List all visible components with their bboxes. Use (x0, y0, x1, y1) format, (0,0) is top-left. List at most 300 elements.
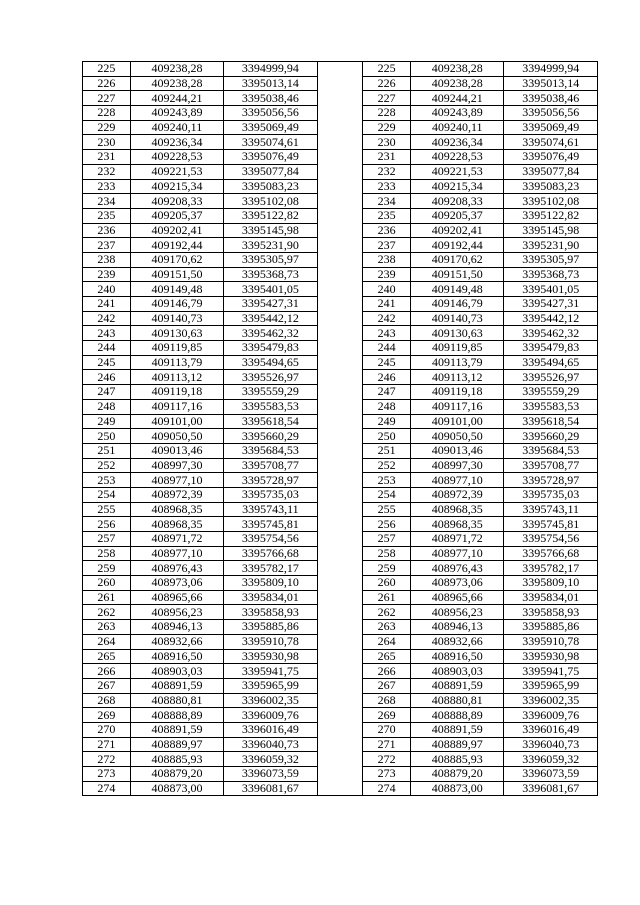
column-gap (317, 487, 363, 502)
left-y-coordinate-cell: 3395885,86 (224, 620, 317, 635)
table-row (83, 429, 598, 444)
right-y-coordinate-cell: 3395965,99 (504, 678, 598, 693)
right-x-coordinate-cell: 409221,53 (411, 164, 504, 179)
right-x-coordinate-cell: 408956,23 (411, 605, 504, 620)
right-point-number-cell: 235 (363, 208, 411, 223)
right-x-coordinate-cell: 409151,50 (411, 267, 504, 282)
left-y-coordinate-cell: 3396016,49 (224, 722, 317, 737)
right-x-coordinate-cell: 409240,11 (411, 120, 504, 135)
right-point-number-cell: 230 (363, 135, 411, 150)
left-y-coordinate-cell: 3395145,98 (224, 223, 317, 238)
right-y-coordinate-cell: 3396073,59 (504, 767, 598, 782)
left-point-number-cell: 271 (83, 737, 131, 752)
left-point-number-cell: 246 (83, 370, 131, 385)
left-x-coordinate-cell: 408889,97 (130, 737, 223, 752)
table-row (83, 326, 598, 341)
left-x-coordinate-cell: 409208,33 (130, 194, 223, 209)
column-gap (317, 297, 363, 312)
right-x-coordinate-cell: 409208,33 (411, 194, 504, 209)
column-gap (317, 179, 363, 194)
table-row (83, 708, 598, 723)
left-x-coordinate-cell: 409113,79 (130, 355, 223, 370)
left-y-coordinate-cell: 3394999,94 (224, 62, 317, 77)
right-y-coordinate-cell: 3395145,98 (504, 223, 598, 238)
column-gap (317, 150, 363, 165)
left-point-number-cell: 270 (83, 722, 131, 737)
right-y-coordinate-cell: 3395526,97 (504, 370, 598, 385)
right-x-coordinate-cell: 409130,63 (411, 326, 504, 341)
right-point-number-cell: 238 (363, 252, 411, 267)
left-x-coordinate-cell: 408903,03 (130, 664, 223, 679)
left-point-number-cell: 267 (83, 678, 131, 693)
right-y-coordinate-cell: 3395728,97 (504, 473, 598, 488)
left-point-number-cell: 252 (83, 458, 131, 473)
right-point-number-cell: 261 (363, 590, 411, 605)
left-x-coordinate-cell: 409238,28 (130, 62, 223, 77)
table-row (83, 737, 598, 752)
left-point-number-cell: 226 (83, 76, 131, 91)
left-y-coordinate-cell: 3395809,10 (224, 576, 317, 591)
column-gap (317, 752, 363, 767)
right-x-coordinate-cell: 408997,30 (411, 458, 504, 473)
left-point-number-cell: 254 (83, 487, 131, 502)
right-x-coordinate-cell: 408880,81 (411, 693, 504, 708)
right-y-coordinate-cell: 3395368,73 (504, 267, 598, 282)
right-x-coordinate-cell: 408873,00 (411, 781, 504, 796)
column-gap (317, 326, 363, 341)
left-x-coordinate-cell: 409119,85 (130, 341, 223, 356)
left-x-coordinate-cell: 408997,30 (130, 458, 223, 473)
right-x-coordinate-cell: 409228,53 (411, 150, 504, 165)
left-y-coordinate-cell: 3395479,83 (224, 341, 317, 356)
right-point-number-cell: 262 (363, 605, 411, 620)
right-x-coordinate-cell: 409101,00 (411, 414, 504, 429)
right-point-number-cell: 249 (363, 414, 411, 429)
left-y-coordinate-cell: 3395735,03 (224, 487, 317, 502)
table-row (83, 590, 598, 605)
left-y-coordinate-cell: 3395618,54 (224, 414, 317, 429)
left-y-coordinate-cell: 3395782,17 (224, 561, 317, 576)
right-point-number-cell: 263 (363, 620, 411, 635)
right-x-coordinate-cell: 408968,35 (411, 502, 504, 517)
left-x-coordinate-cell: 408891,59 (130, 722, 223, 737)
left-y-coordinate-cell: 3395743,11 (224, 502, 317, 517)
column-gap (317, 414, 363, 429)
left-point-number-cell: 249 (83, 414, 131, 429)
left-x-coordinate-cell: 409205,37 (130, 208, 223, 223)
table-row (83, 458, 598, 473)
column-gap (317, 605, 363, 620)
column-gap (317, 517, 363, 532)
right-point-number-cell: 251 (363, 443, 411, 458)
left-x-coordinate-cell: 409238,28 (130, 76, 223, 91)
left-y-coordinate-cell: 3395038,46 (224, 91, 317, 106)
left-x-coordinate-cell: 408972,39 (130, 487, 223, 502)
column-gap (317, 443, 363, 458)
left-x-coordinate-cell: 408956,23 (130, 605, 223, 620)
left-y-coordinate-cell: 3395941,75 (224, 664, 317, 679)
table-row (83, 634, 598, 649)
right-y-coordinate-cell: 3395056,56 (504, 106, 598, 121)
right-y-coordinate-cell: 3395479,83 (504, 341, 598, 356)
column-gap (317, 473, 363, 488)
right-y-coordinate-cell: 3395618,54 (504, 414, 598, 429)
right-point-number-cell: 228 (363, 106, 411, 121)
table-row (83, 532, 598, 547)
left-x-coordinate-cell: 408965,66 (130, 590, 223, 605)
table-row (83, 502, 598, 517)
left-x-coordinate-cell: 409215,34 (130, 179, 223, 194)
right-x-coordinate-cell: 409244,21 (411, 91, 504, 106)
left-point-number-cell: 259 (83, 561, 131, 576)
left-point-number-cell: 257 (83, 532, 131, 547)
table-row (83, 91, 598, 106)
right-point-number-cell: 264 (363, 634, 411, 649)
table-row (83, 443, 598, 458)
right-y-coordinate-cell: 3395809,10 (504, 576, 598, 591)
left-x-coordinate-cell: 409117,16 (130, 399, 223, 414)
left-y-coordinate-cell: 3395069,49 (224, 120, 317, 135)
right-point-number-cell: 252 (363, 458, 411, 473)
column-gap (317, 164, 363, 179)
left-y-coordinate-cell: 3395056,56 (224, 106, 317, 121)
right-x-coordinate-cell: 408879,20 (411, 767, 504, 782)
left-x-coordinate-cell: 409151,50 (130, 267, 223, 282)
left-y-coordinate-cell: 3395910,78 (224, 634, 317, 649)
right-x-coordinate-cell: 408888,89 (411, 708, 504, 723)
right-point-number-cell: 256 (363, 517, 411, 532)
column-gap (317, 267, 363, 282)
left-x-coordinate-cell: 409202,41 (130, 223, 223, 238)
table-row (83, 223, 598, 238)
left-x-coordinate-cell: 409221,53 (130, 164, 223, 179)
table-row (83, 693, 598, 708)
column-gap (317, 708, 363, 723)
right-y-coordinate-cell: 3395743,11 (504, 502, 598, 517)
right-point-number-cell: 242 (363, 311, 411, 326)
right-y-coordinate-cell: 3395684,53 (504, 443, 598, 458)
right-y-coordinate-cell: 3395038,46 (504, 91, 598, 106)
column-gap (317, 649, 363, 664)
right-point-number-cell: 253 (363, 473, 411, 488)
left-x-coordinate-cell: 409236,34 (130, 135, 223, 150)
right-y-coordinate-cell: 3395745,81 (504, 517, 598, 532)
left-point-number-cell: 263 (83, 620, 131, 635)
left-x-coordinate-cell: 408973,06 (130, 576, 223, 591)
left-y-coordinate-cell: 3395754,56 (224, 532, 317, 547)
table-row (83, 752, 598, 767)
right-point-number-cell: 268 (363, 693, 411, 708)
right-x-coordinate-cell: 409236,34 (411, 135, 504, 150)
right-y-coordinate-cell: 3395442,12 (504, 311, 598, 326)
right-point-number-cell: 258 (363, 546, 411, 561)
right-point-number-cell: 250 (363, 429, 411, 444)
table-row (83, 355, 598, 370)
right-point-number-cell: 237 (363, 238, 411, 253)
right-x-coordinate-cell: 409238,28 (411, 76, 504, 91)
left-x-coordinate-cell: 409101,00 (130, 414, 223, 429)
left-y-coordinate-cell: 3395728,97 (224, 473, 317, 488)
left-y-coordinate-cell: 3395766,68 (224, 546, 317, 561)
left-x-coordinate-cell: 409240,11 (130, 120, 223, 135)
right-point-number-cell: 260 (363, 576, 411, 591)
left-y-coordinate-cell: 3395076,49 (224, 150, 317, 165)
left-x-coordinate-cell: 408879,20 (130, 767, 223, 782)
right-y-coordinate-cell: 3395122,82 (504, 208, 598, 223)
table-row (83, 297, 598, 312)
right-x-coordinate-cell: 408972,39 (411, 487, 504, 502)
left-y-coordinate-cell: 3395745,81 (224, 517, 317, 532)
left-point-number-cell: 242 (83, 311, 131, 326)
column-gap (317, 561, 363, 576)
left-x-coordinate-cell: 409228,53 (130, 150, 223, 165)
column-gap (317, 693, 363, 708)
right-y-coordinate-cell: 3395834,01 (504, 590, 598, 605)
column-gap (317, 208, 363, 223)
right-x-coordinate-cell: 408968,35 (411, 517, 504, 532)
left-point-number-cell: 233 (83, 179, 131, 194)
right-y-coordinate-cell: 3395494,65 (504, 355, 598, 370)
left-point-number-cell: 258 (83, 546, 131, 561)
left-point-number-cell: 236 (83, 223, 131, 238)
right-y-coordinate-cell: 3395076,49 (504, 150, 598, 165)
left-point-number-cell: 235 (83, 208, 131, 223)
right-point-number-cell: 265 (363, 649, 411, 664)
right-y-coordinate-cell: 3394999,94 (504, 62, 598, 77)
left-point-number-cell: 248 (83, 399, 131, 414)
table-row (83, 120, 598, 135)
right-point-number-cell: 236 (363, 223, 411, 238)
right-y-coordinate-cell: 3395427,31 (504, 297, 598, 312)
right-x-coordinate-cell: 408891,59 (411, 722, 504, 737)
left-y-coordinate-cell: 3395858,93 (224, 605, 317, 620)
right-y-coordinate-cell: 3395910,78 (504, 634, 598, 649)
column-gap (317, 252, 363, 267)
left-x-coordinate-cell: 408916,50 (130, 649, 223, 664)
table-row (83, 208, 598, 223)
table-row (83, 311, 598, 326)
column-gap (317, 62, 363, 77)
right-x-coordinate-cell: 409113,79 (411, 355, 504, 370)
column-gap (317, 311, 363, 326)
right-x-coordinate-cell: 408965,66 (411, 590, 504, 605)
right-x-coordinate-cell: 408903,03 (411, 664, 504, 679)
left-point-number-cell: 229 (83, 120, 131, 135)
right-x-coordinate-cell: 409205,37 (411, 208, 504, 223)
left-point-number-cell: 269 (83, 708, 131, 723)
left-point-number-cell: 225 (83, 62, 131, 77)
right-x-coordinate-cell: 409170,62 (411, 252, 504, 267)
right-y-coordinate-cell: 3395077,84 (504, 164, 598, 179)
table-row (83, 341, 598, 356)
right-x-coordinate-cell: 408932,66 (411, 634, 504, 649)
table-row (83, 282, 598, 297)
right-point-number-cell: 246 (363, 370, 411, 385)
right-point-number-cell: 239 (363, 267, 411, 282)
left-x-coordinate-cell: 409192,44 (130, 238, 223, 253)
left-point-number-cell: 256 (83, 517, 131, 532)
table-row (83, 473, 598, 488)
right-y-coordinate-cell: 3396009,76 (504, 708, 598, 723)
right-point-number-cell: 259 (363, 561, 411, 576)
column-gap (317, 590, 363, 605)
left-y-coordinate-cell: 3395708,77 (224, 458, 317, 473)
right-x-coordinate-cell: 409050,50 (411, 429, 504, 444)
left-y-coordinate-cell: 3396081,67 (224, 781, 317, 796)
left-point-number-cell: 255 (83, 502, 131, 517)
right-x-coordinate-cell: 409202,41 (411, 223, 504, 238)
table-row (83, 135, 598, 150)
left-y-coordinate-cell: 3395427,31 (224, 297, 317, 312)
left-x-coordinate-cell: 408946,13 (130, 620, 223, 635)
left-y-coordinate-cell: 3395102,08 (224, 194, 317, 209)
column-gap (317, 458, 363, 473)
table-row (83, 605, 598, 620)
left-y-coordinate-cell: 3395122,82 (224, 208, 317, 223)
right-x-coordinate-cell: 409113,12 (411, 370, 504, 385)
left-point-number-cell: 245 (83, 355, 131, 370)
left-point-number-cell: 241 (83, 297, 131, 312)
right-y-coordinate-cell: 3395930,98 (504, 649, 598, 664)
right-x-coordinate-cell: 408916,50 (411, 649, 504, 664)
left-y-coordinate-cell: 3395074,61 (224, 135, 317, 150)
right-y-coordinate-cell: 3395231,90 (504, 238, 598, 253)
right-point-number-cell: 231 (363, 150, 411, 165)
table-row (83, 62, 598, 77)
column-gap (317, 620, 363, 635)
right-point-number-cell: 247 (363, 385, 411, 400)
left-point-number-cell: 272 (83, 752, 131, 767)
left-point-number-cell: 244 (83, 341, 131, 356)
table-row (83, 517, 598, 532)
right-x-coordinate-cell: 408889,97 (411, 737, 504, 752)
left-x-coordinate-cell: 408880,81 (130, 693, 223, 708)
right-point-number-cell: 240 (363, 282, 411, 297)
left-y-coordinate-cell: 3395083,23 (224, 179, 317, 194)
left-point-number-cell: 243 (83, 326, 131, 341)
left-point-number-cell: 247 (83, 385, 131, 400)
right-x-coordinate-cell: 409243,89 (411, 106, 504, 121)
right-y-coordinate-cell: 3396040,73 (504, 737, 598, 752)
left-point-number-cell: 227 (83, 91, 131, 106)
right-point-number-cell: 255 (363, 502, 411, 517)
table-row (83, 414, 598, 429)
column-gap (317, 634, 363, 649)
coordinate-table (82, 61, 598, 796)
left-y-coordinate-cell: 3395583,53 (224, 399, 317, 414)
right-y-coordinate-cell: 3395583,53 (504, 399, 598, 414)
right-point-number-cell: 245 (363, 355, 411, 370)
right-y-coordinate-cell: 3395660,29 (504, 429, 598, 444)
left-point-number-cell: 250 (83, 429, 131, 444)
left-x-coordinate-cell: 409140,73 (130, 311, 223, 326)
right-point-number-cell: 248 (363, 399, 411, 414)
right-x-coordinate-cell: 409149,48 (411, 282, 504, 297)
right-x-coordinate-cell: 408973,06 (411, 576, 504, 591)
table-row (83, 252, 598, 267)
left-point-number-cell: 234 (83, 194, 131, 209)
left-x-coordinate-cell: 408977,10 (130, 473, 223, 488)
right-x-coordinate-cell: 409013,46 (411, 443, 504, 458)
right-y-coordinate-cell: 3395305,97 (504, 252, 598, 267)
right-x-coordinate-cell: 408971,72 (411, 532, 504, 547)
left-point-number-cell: 251 (83, 443, 131, 458)
right-y-coordinate-cell: 3395735,03 (504, 487, 598, 502)
right-point-number-cell: 266 (363, 664, 411, 679)
left-point-number-cell: 274 (83, 781, 131, 796)
left-y-coordinate-cell: 3396059,32 (224, 752, 317, 767)
left-point-number-cell: 266 (83, 664, 131, 679)
left-y-coordinate-cell: 3396002,35 (224, 693, 317, 708)
column-gap (317, 664, 363, 679)
right-point-number-cell: 269 (363, 708, 411, 723)
left-x-coordinate-cell: 408968,35 (130, 517, 223, 532)
left-point-number-cell: 261 (83, 590, 131, 605)
left-x-coordinate-cell: 409244,21 (130, 91, 223, 106)
left-y-coordinate-cell: 3395013,14 (224, 76, 317, 91)
column-gap (317, 76, 363, 91)
right-point-number-cell: 257 (363, 532, 411, 547)
right-point-number-cell: 226 (363, 76, 411, 91)
left-point-number-cell: 230 (83, 135, 131, 150)
right-x-coordinate-cell: 409117,16 (411, 399, 504, 414)
column-gap (317, 678, 363, 693)
table-row (83, 664, 598, 679)
column-gap (317, 737, 363, 752)
table-row (83, 722, 598, 737)
left-x-coordinate-cell: 408971,72 (130, 532, 223, 547)
left-point-number-cell: 268 (83, 693, 131, 708)
table-row (83, 399, 598, 414)
left-y-coordinate-cell: 3395462,32 (224, 326, 317, 341)
left-point-number-cell: 232 (83, 164, 131, 179)
left-y-coordinate-cell: 3395305,97 (224, 252, 317, 267)
table-row (83, 385, 598, 400)
right-point-number-cell: 272 (363, 752, 411, 767)
right-x-coordinate-cell: 409146,79 (411, 297, 504, 312)
column-gap (317, 781, 363, 796)
left-y-coordinate-cell: 3396073,59 (224, 767, 317, 782)
left-y-coordinate-cell: 3395526,97 (224, 370, 317, 385)
left-y-coordinate-cell: 3395442,12 (224, 311, 317, 326)
left-x-coordinate-cell: 409119,18 (130, 385, 223, 400)
right-point-number-cell: 270 (363, 722, 411, 737)
left-y-coordinate-cell: 3396009,76 (224, 708, 317, 723)
right-y-coordinate-cell: 3395941,75 (504, 664, 598, 679)
table-row (83, 267, 598, 282)
left-point-number-cell: 253 (83, 473, 131, 488)
right-y-coordinate-cell: 3396016,49 (504, 722, 598, 737)
column-gap (317, 429, 363, 444)
table-row (83, 487, 598, 502)
right-y-coordinate-cell: 3395462,32 (504, 326, 598, 341)
table-row (83, 150, 598, 165)
right-x-coordinate-cell: 408977,10 (411, 473, 504, 488)
right-point-number-cell: 273 (363, 767, 411, 782)
right-point-number-cell: 271 (363, 737, 411, 752)
right-y-coordinate-cell: 3395885,86 (504, 620, 598, 635)
column-gap (317, 120, 363, 135)
left-point-number-cell: 238 (83, 252, 131, 267)
right-point-number-cell: 225 (363, 62, 411, 77)
right-point-number-cell: 232 (363, 164, 411, 179)
right-y-coordinate-cell: 3395766,68 (504, 546, 598, 561)
column-gap (317, 532, 363, 547)
right-x-coordinate-cell: 409215,34 (411, 179, 504, 194)
column-gap (317, 576, 363, 591)
right-x-coordinate-cell: 409192,44 (411, 238, 504, 253)
table-row (83, 106, 598, 121)
